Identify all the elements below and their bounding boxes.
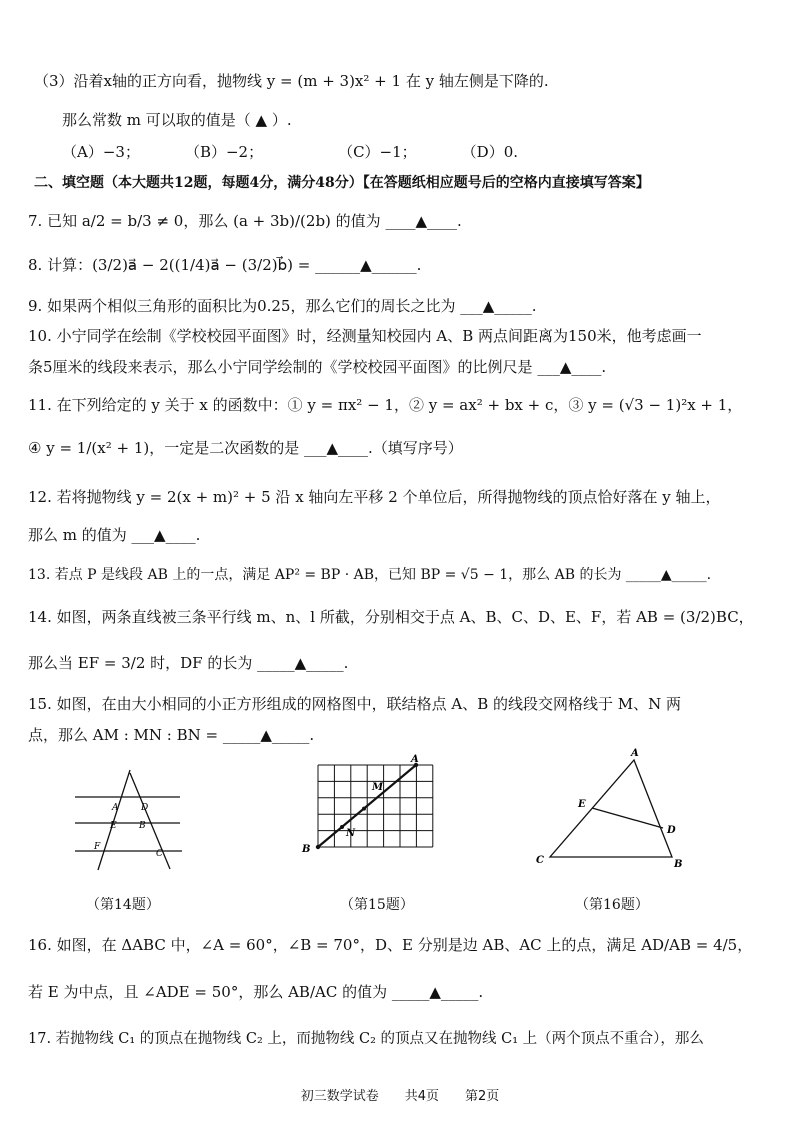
- fig16-label-d: D: [667, 825, 676, 836]
- question-16-line1: 16. 如图，在 ΔABC 中，∠A = 60°，∠B = 70°，D、E 分别是边 AB、AC 上的点，满足 AD/AB = 4/5，: [28, 936, 753, 954]
- q6-prompt: 那么常数 m 可以取的值是（ ▲ ）.: [62, 111, 292, 129]
- fig14-label-b: B: [139, 821, 146, 831]
- fig14-label-e: E: [110, 821, 117, 831]
- fig16-label-c: C: [536, 855, 544, 866]
- question-15-line1: 15. 如图，在由大小相同的小正方形组成的网格图中，联结格点 A、B 的线段交网格线于 M、N 两: [28, 695, 682, 713]
- question-14-line2: 那么当 EF = 3/2 时，DF 的长为 _____▲_____.: [28, 654, 349, 672]
- fig14-label-c: C: [156, 849, 163, 859]
- question-15-line2: 点，那么 AM : MN : BN = _____▲_____.: [28, 726, 315, 744]
- question-7: 7. 已知 a/2 = b/3 ≠ 0，那么 (a + 3b)/(2b) 的值为 ____▲____.: [28, 212, 462, 230]
- question-16-line2: 若 E 为中点，且 ∠ADE = 50°，那么 AB/AC 的值为 _____▲_____.: [28, 983, 484, 1001]
- question-9: 9. 如果两个相似三角形的面积比为0.25，那么它们的周长之比为 ___▲_____.: [28, 297, 537, 315]
- question-11-line2: ④ y = 1/(x² + 1)，一定是二次函数的是 ___▲____.（填写序号）: [28, 439, 463, 457]
- figure-16: [530, 745, 700, 875]
- fig14-label-a: A: [112, 803, 119, 813]
- question-8: 8. 计算：(3/2)a⃗ − 2((1/4)a⃗ − (3/2)b⃗) = ______▲______.: [28, 256, 422, 274]
- fig16-label-e: E: [578, 799, 586, 810]
- figure-14: [70, 765, 200, 875]
- fig14-label-d: D: [141, 803, 149, 813]
- fig15-caption: （第15题）: [340, 897, 414, 913]
- fig14-label-f: F: [94, 842, 101, 852]
- fig16-label-a: A: [631, 748, 639, 759]
- question-12-line1: 12. 若将抛物线 y = 2(x + m)² + 5 沿 x 轴向左平移 2 个单位后，所得抛物线的顶点恰好落在 y 轴上，: [28, 488, 721, 506]
- fig16-label-b: B: [674, 859, 683, 870]
- fig14-caption: （第14题）: [86, 897, 160, 913]
- fig15-label-n: N: [346, 828, 356, 839]
- question-11-line1: 11. 在下列给定的 y 关于 x 的函数中：① y = πx² − 1，② y = ax² + bx + c，③ y = (√3 − 1)²x + 1，: [28, 396, 743, 414]
- question-10-line1: 10. 小宁同学在绘制《学校校园平面图》时，经测量知校园内 A、B 两点间距离为150米，他考虑画一: [28, 327, 702, 345]
- figure-15: [290, 752, 450, 867]
- question-14-line1: 14. 如图，两条直线被三条平行线 m、n、l 所截，分别相交于点 A、B、C、D、E、F，若 AB = (3/2)BC，: [28, 608, 754, 626]
- q6-option3-text: （3）沿着x轴的正方向看，抛物线 y = (m + 3)x² + 1 在 y 轴左侧是下降的.: [34, 72, 549, 90]
- section-heading-fill-in: 二、填空题（本大题共12题，每题4分，满分48分）【在答题纸相应题号后的空格内直接填写答案】: [34, 175, 650, 191]
- page-footer: 初三数学试卷 共4页 第2页: [300, 1089, 500, 1104]
- fig15-label-a: A: [411, 754, 419, 765]
- question-12-line2: 那么 m 的值为 ___▲____.: [28, 526, 201, 544]
- fig15-label-m: M: [372, 782, 384, 793]
- question-10-line2: 条5厘米的线段来表示，那么小宁同学绘制的《学校校园平面图》的比例尺是 ___▲____.: [28, 358, 607, 376]
- fig15-label-b: B: [302, 844, 311, 855]
- question-13: 13. 若点 P 是线段 AB 上的一点，满足 AP² = BP · AB，已知 BP = √5 − 1，那么 AB 的长为 _____▲_____.: [28, 567, 712, 583]
- q6-choices: （A）−3； （B）−2； （C）−1； （D）0.: [62, 143, 519, 161]
- question-17-line1: 17. 若抛物线 C₁ 的顶点在抛物线 C₂ 上，而抛物线 C₂ 的顶点又在抛物线 C₁ 上（两个顶点不重合），那么: [28, 1031, 704, 1047]
- fig16-caption: （第16题）: [575, 897, 649, 913]
